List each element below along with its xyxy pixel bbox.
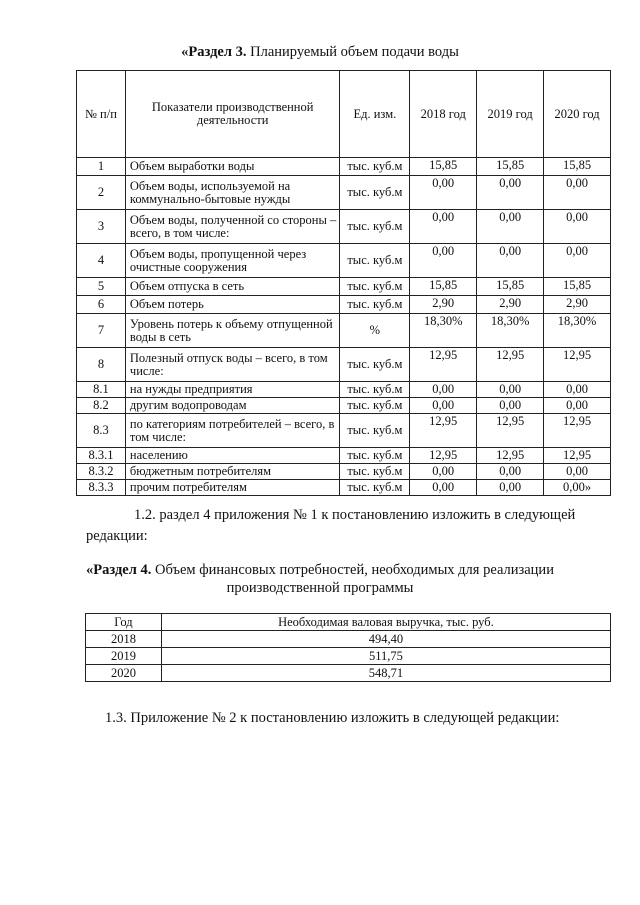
cell-2020: 0,00 — [544, 210, 611, 244]
cell-2018: 12,95 — [410, 348, 477, 382]
cell-2020: 12,95 — [544, 414, 611, 448]
cell-unit: тыс. куб.м — [340, 278, 410, 296]
cell-2018: 12,95 — [410, 448, 477, 464]
cell-unit: тыс. куб.м — [340, 480, 410, 496]
cell-unit: тыс. куб.м — [340, 210, 410, 244]
paragraph-1-2: 1.2. раздел 4 приложения № 1 к постановлению изложить в следующей — [134, 507, 576, 523]
cell-2019: 18,30% — [477, 314, 544, 348]
cell-indicator: населению — [125, 448, 340, 464]
cell-indicator: по категориям потребителей – всего, в том числе: — [125, 414, 340, 448]
cell-number: 6 — [77, 296, 126, 314]
cell-2019: 12,95 — [477, 414, 544, 448]
cell-revenue: 511,75 — [161, 648, 610, 665]
table-row — [77, 176, 611, 210]
cell-year: 2019 — [86, 648, 162, 665]
water-supply-table-body — [77, 158, 611, 496]
cell-2019: 0,00 — [477, 176, 544, 210]
col-header-2020: 2020 год — [544, 71, 611, 158]
cell-2018: 0,00 — [410, 398, 477, 414]
cell-2019: 15,85 — [477, 158, 544, 176]
cell-2018: 18,30% — [410, 314, 477, 348]
cell-unit: тыс. куб.м — [340, 464, 410, 480]
revenue-table — [85, 613, 611, 682]
cell-unit: % — [340, 314, 410, 348]
cell-2020: 0,00 — [544, 464, 611, 480]
cell-2019: 15,85 — [477, 278, 544, 296]
cell-2018: 0,00 — [410, 464, 477, 480]
cell-2020: 15,85 — [544, 158, 611, 176]
cell-2019: 12,95 — [477, 348, 544, 382]
table-header-row — [86, 614, 611, 631]
cell-indicator: Объем потерь — [125, 296, 340, 314]
cell-revenue: 494,40 — [161, 631, 610, 648]
section3-title-bold: «Раздел 3. — [181, 44, 247, 60]
cell-2018: 2,90 — [410, 296, 477, 314]
col-header-2018: 2018 год — [410, 71, 477, 158]
section4-title — [0, 561, 640, 597]
cell-2019: 0,00 — [477, 464, 544, 480]
table-row — [77, 210, 611, 244]
cell-2019: 0,00 — [477, 210, 544, 244]
cell-2018: 15,85 — [410, 278, 477, 296]
cell-unit: тыс. куб.м — [340, 414, 410, 448]
cell-2019: 2,90 — [477, 296, 544, 314]
cell-indicator: Объем выработки воды — [125, 158, 340, 176]
cell-number: 8.3.1 — [77, 448, 126, 464]
cell-2020: 15,85 — [544, 278, 611, 296]
cell-indicator: Объем отпуска в сеть — [125, 278, 340, 296]
cell-2020: 0,00 — [544, 176, 611, 210]
cell-2019: 0,00 — [477, 398, 544, 414]
cell-2018: 15,85 — [410, 158, 477, 176]
cell-2020: 18,30% — [544, 314, 611, 348]
cell-unit: тыс. куб.м — [340, 398, 410, 414]
table-row — [77, 464, 611, 480]
cell-unit: тыс. куб.м — [340, 158, 410, 176]
table-row — [77, 382, 611, 398]
table-row — [77, 158, 611, 176]
cell-unit: тыс. куб.м — [340, 348, 410, 382]
cell-indicator: Объем воды, полученной со стороны – всего, в том числе: — [125, 210, 340, 244]
cell-number: 8.3.2 — [77, 464, 126, 480]
table-row — [77, 414, 611, 448]
table-row — [77, 398, 611, 414]
section4-title-line2: производственной программы — [226, 580, 414, 596]
table-header-row — [77, 71, 611, 158]
water-supply-table — [76, 70, 611, 496]
cell-number: 1 — [77, 158, 126, 176]
cell-number: 7 — [77, 314, 126, 348]
cell-indicator: на нужды предприятия — [125, 382, 340, 398]
cell-year: 2018 — [86, 631, 162, 648]
cell-2018: 0,00 — [410, 244, 477, 278]
table-row — [77, 348, 611, 382]
table-row — [86, 631, 611, 648]
cell-number: 8.2 — [77, 398, 126, 414]
cell-2018: 0,00 — [410, 176, 477, 210]
cell-number: 8 — [77, 348, 126, 382]
table-row — [86, 665, 611, 682]
col-header-unit: Ед. изм. — [340, 71, 410, 158]
col-header-year: Год — [86, 614, 162, 631]
cell-unit: тыс. куб.м — [340, 382, 410, 398]
cell-2020: 12,95 — [544, 448, 611, 464]
cell-unit: тыс. куб.м — [340, 448, 410, 464]
col-header-indicator: Показатели производственной деятельности — [125, 71, 340, 158]
cell-number: 8.3.3 — [77, 480, 126, 496]
cell-2019: 12,95 — [477, 448, 544, 464]
table-row — [77, 296, 611, 314]
paragraph-1-3: 1.3. Приложение № 2 к постановлению изложить в следующей редакции: — [105, 710, 560, 726]
cell-number: 4 — [77, 244, 126, 278]
cell-unit: тыс. куб.м — [340, 176, 410, 210]
cell-2018: 0,00 — [410, 210, 477, 244]
col-header-revenue: Необходимая валовая выручка, тыс. руб. — [161, 614, 610, 631]
col-header-2019: 2019 год — [477, 71, 544, 158]
cell-indicator: Полезный отпуск воды – всего, в том числе: — [125, 348, 340, 382]
table-row — [86, 648, 611, 665]
cell-2020: 12,95 — [544, 348, 611, 382]
cell-indicator: Объем воды, пропущенной через очистные сооружения — [125, 244, 340, 278]
cell-2019: 0,00 — [477, 382, 544, 398]
cell-2019: 0,00 — [477, 244, 544, 278]
cell-indicator: другим водопроводам — [125, 398, 340, 414]
cell-2020: 0,00» — [544, 480, 611, 496]
cell-number: 5 — [77, 278, 126, 296]
cell-2018: 0,00 — [410, 480, 477, 496]
cell-indicator: Объем воды, используемой на коммунально-бытовые нужды — [125, 176, 340, 210]
cell-2019: 0,00 — [477, 480, 544, 496]
cell-2020: 0,00 — [544, 382, 611, 398]
cell-2020: 0,00 — [544, 244, 611, 278]
cell-number: 2 — [77, 176, 126, 210]
cell-number: 3 — [77, 210, 126, 244]
section3-title — [0, 44, 640, 61]
cell-2020: 2,90 — [544, 296, 611, 314]
cell-indicator: Уровень потерь к объему отпущенной воды в сеть — [125, 314, 340, 348]
table-row — [77, 314, 611, 348]
table-row — [77, 448, 611, 464]
paragraph-1-2-cont: редакции: — [86, 528, 148, 544]
table-row — [77, 244, 611, 278]
cell-number: 8.3 — [77, 414, 126, 448]
revenue-table-body — [86, 631, 611, 682]
table-row — [77, 480, 611, 496]
cell-indicator: прочим потребителям — [125, 480, 340, 496]
section4-title-rest: Объем финансовых потребностей, необходимых для реализации — [151, 562, 554, 578]
col-header-number: № п/п — [77, 71, 126, 158]
cell-number: 8.1 — [77, 382, 126, 398]
table-row — [77, 278, 611, 296]
section3-title-rest: Планируемый объем подачи воды — [246, 44, 459, 60]
cell-2020: 0,00 — [544, 398, 611, 414]
cell-unit: тыс. куб.м — [340, 244, 410, 278]
section4-title-bold: «Раздел 4. — [86, 562, 152, 578]
cell-2018: 12,95 — [410, 414, 477, 448]
cell-revenue: 548,71 — [161, 665, 610, 682]
cell-indicator: бюджетным потребителям — [125, 464, 340, 480]
cell-2018: 0,00 — [410, 382, 477, 398]
cell-unit: тыс. куб.м — [340, 296, 410, 314]
cell-year: 2020 — [86, 665, 162, 682]
